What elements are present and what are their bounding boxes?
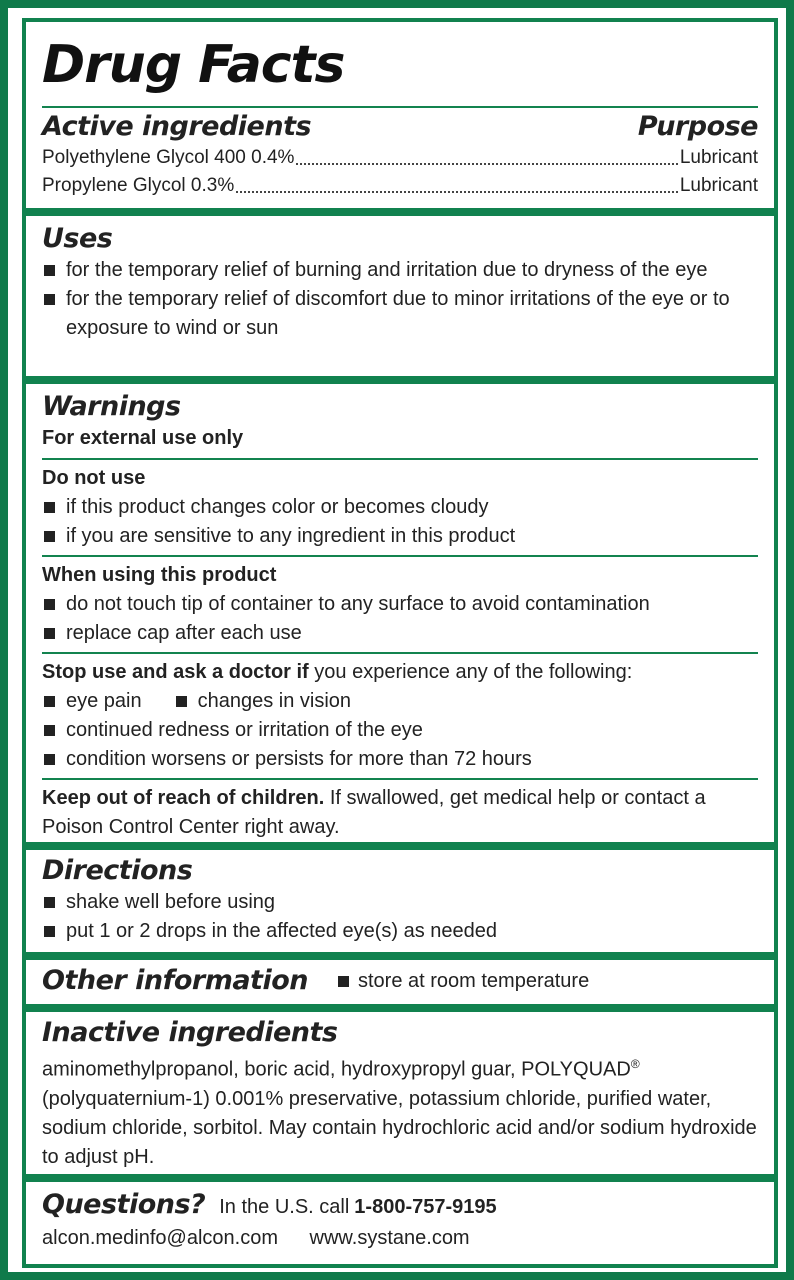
page-title: Drug Facts bbox=[42, 35, 345, 95]
list-item: if this product changes color or becomes cloudy bbox=[42, 493, 758, 522]
bullet-icon bbox=[44, 502, 55, 513]
ingredient-name: Polyethylene Glycol 400 0.4% bbox=[42, 147, 295, 168]
list-item: eye pain changes in vision bbox=[42, 687, 758, 716]
stop-use-heading: Stop use and ask a doctor if bbox=[42, 661, 309, 683]
inactive-ingredients-heading: Inactive ingredients bbox=[42, 1017, 338, 1048]
list-item: condition worsens or persists for more than 72 hours bbox=[42, 745, 758, 774]
children-heading: Keep out of reach of children. bbox=[42, 787, 325, 809]
website-link[interactable]: www.systane.com bbox=[309, 1227, 470, 1249]
directions-heading: Directions bbox=[42, 855, 193, 886]
when-using-heading: When using this product bbox=[42, 564, 277, 586]
leader-dots bbox=[236, 191, 678, 193]
ingredient-name: Propylene Glycol 0.3% bbox=[42, 175, 235, 196]
list-item: for the temporary relief of burning and irritation due to dryness of the eye bbox=[42, 256, 758, 285]
list-item: do not touch tip of container to any surface to avoid contamination bbox=[42, 590, 758, 619]
active-ingredients-heading: Active ingredients bbox=[42, 111, 312, 142]
stop-use-intro: you experience any of the following: bbox=[308, 661, 633, 683]
bullet-icon bbox=[44, 599, 55, 610]
bullet-icon bbox=[44, 531, 55, 542]
bullet-icon bbox=[44, 628, 55, 639]
ingredient-row bbox=[42, 172, 758, 200]
list-item: replace cap after each use bbox=[42, 619, 758, 648]
bullet-icon bbox=[44, 926, 55, 937]
bullet-icon bbox=[338, 976, 349, 987]
section-divider bbox=[42, 652, 758, 654]
bullet-icon bbox=[176, 696, 187, 707]
warnings-heading: Warnings bbox=[42, 391, 181, 422]
phone-number[interactable]: 1-800-757-9195 bbox=[354, 1196, 497, 1218]
leader-dots bbox=[296, 163, 677, 165]
ingredient-purpose: Lubricant bbox=[679, 175, 758, 196]
inactive-ingredients-text: aminomethylpropanol, boric acid, hydroxypropyl guar, POLYQUAD® (polyquaternium-1) 0.001% preservative, potassium chloride, purified water, sodium chloride, sorbitol. May contain hydrochloric acid and/or sodium hydroxide to adjust pH. bbox=[42, 1057, 757, 1168]
other-information-item: store at room temperature bbox=[357, 969, 590, 992]
inactive-ingredients-panel bbox=[26, 1012, 774, 1174]
title-divider bbox=[42, 106, 758, 108]
drug-facts-label bbox=[8, 8, 786, 1272]
bullet-icon bbox=[44, 897, 55, 908]
other-information-panel bbox=[26, 960, 774, 1004]
children-text: If swallowed, get medical help or contact a Poison Control Center right away. bbox=[42, 787, 706, 838]
ingredient-purpose: Lubricant bbox=[679, 147, 758, 168]
list-item: for the temporary relief of discomfort due to minor irritations of the eye or to exposure to wind or sun bbox=[42, 285, 758, 343]
bullet-icon bbox=[44, 754, 55, 765]
bullet-icon bbox=[44, 725, 55, 736]
section-divider bbox=[42, 458, 758, 460]
active-ingredients-panel bbox=[26, 22, 774, 208]
children-warning bbox=[42, 784, 758, 842]
email-link[interactable]: alcon.medinfo@alcon.com bbox=[42, 1227, 278, 1249]
bullet-icon bbox=[44, 696, 55, 707]
directions-panel bbox=[26, 850, 774, 952]
list-item: if you are sensitive to any ingredient in this product bbox=[42, 522, 758, 551]
bullet-icon bbox=[44, 265, 55, 276]
do-not-use-heading: Do not use bbox=[42, 467, 146, 489]
other-information-heading: Other information bbox=[42, 965, 308, 996]
list-item: continued redness or irritation of the eye bbox=[42, 716, 758, 745]
warnings-panel bbox=[26, 384, 774, 842]
call-text: In the U.S. call bbox=[219, 1196, 350, 1218]
bullet-icon bbox=[44, 294, 55, 305]
stop-use-line bbox=[42, 658, 758, 687]
section-divider bbox=[42, 555, 758, 557]
drug-facts-frame bbox=[22, 18, 778, 1268]
questions-heading: Questions? bbox=[42, 1189, 206, 1220]
uses-panel bbox=[26, 216, 774, 376]
questions-panel bbox=[26, 1182, 774, 1264]
list-item: put 1 or 2 drops in the affected eye(s) as needed bbox=[42, 917, 758, 946]
ingredient-row bbox=[42, 144, 758, 172]
uses-heading: Uses bbox=[42, 223, 113, 254]
purpose-heading: Purpose bbox=[637, 111, 758, 142]
section-divider bbox=[42, 778, 758, 780]
registered-mark: ® bbox=[630, 1057, 640, 1071]
external-use-text: For external use only bbox=[42, 427, 244, 449]
list-item: shake well before using bbox=[42, 888, 758, 917]
